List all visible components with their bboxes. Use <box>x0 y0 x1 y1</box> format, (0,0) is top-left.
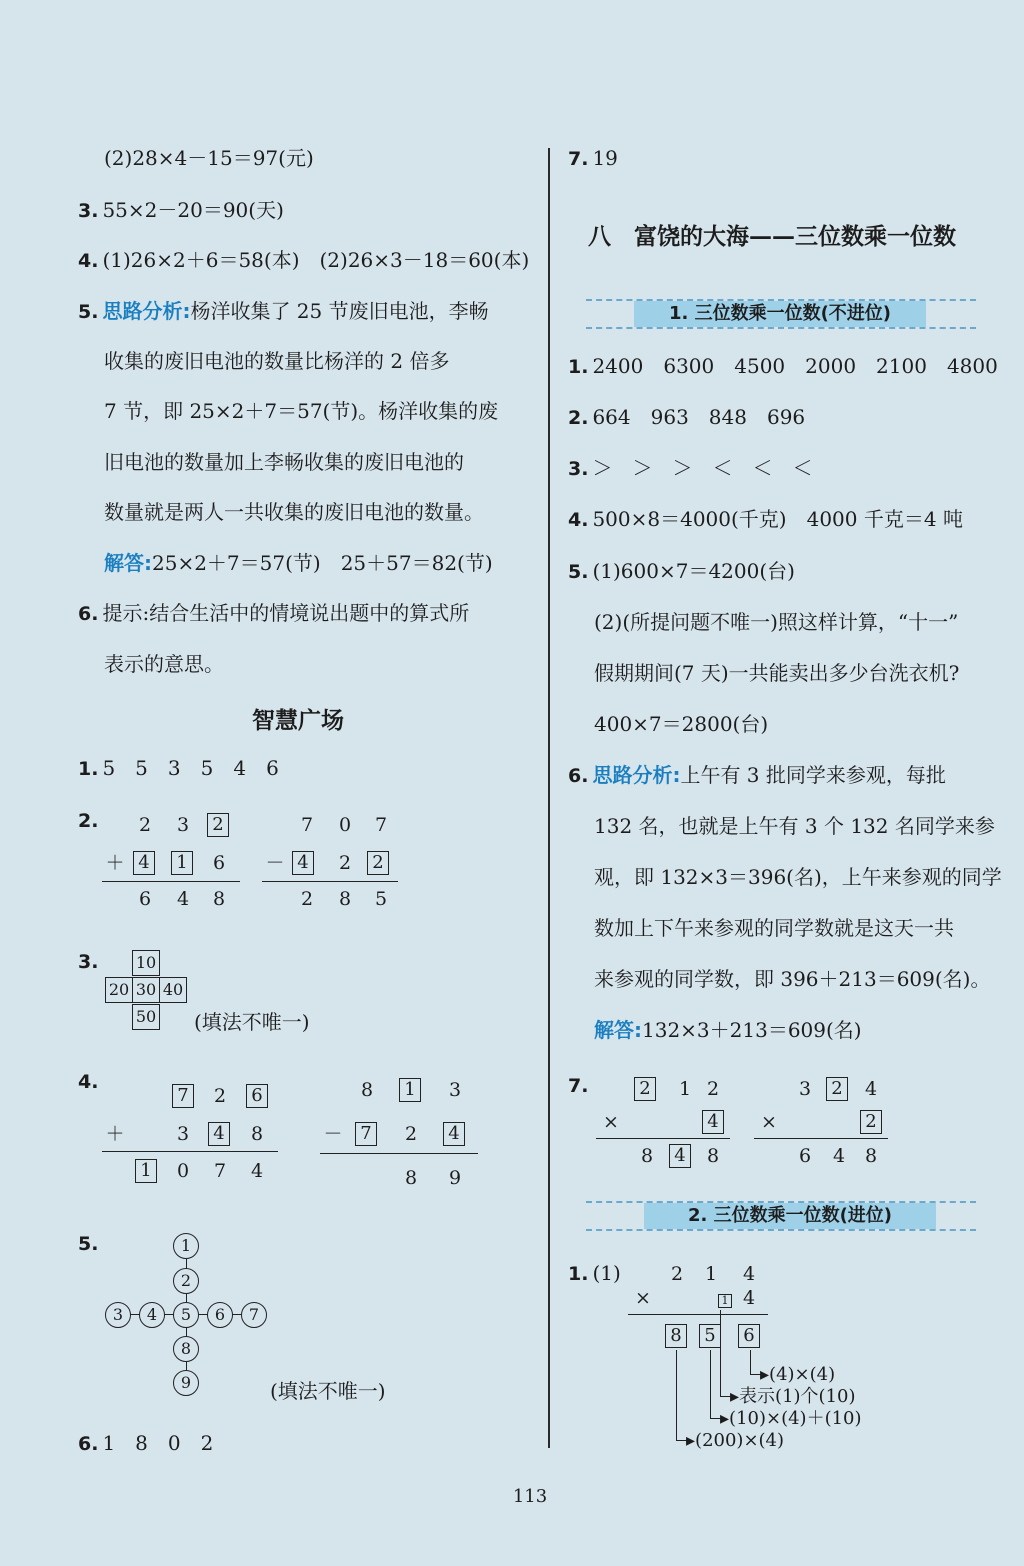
b1q7a-r1-box1: 2 <box>634 1077 656 1101</box>
z2a-r2-box1: 4 <box>133 851 155 875</box>
b2q1-r3-box2: 5 <box>699 1324 721 1348</box>
b1-q3-text: ＞ ＞ ＞ ＜ ＜ ＜ <box>592 456 813 480</box>
b1q7b-r1-d3: 4 <box>864 1078 878 1100</box>
b1-q7-number: 7. <box>568 1075 589 1097</box>
b1-q6-line1 <box>568 762 946 789</box>
z5-circle-4: 4 <box>139 1302 165 1328</box>
z2b-rule <box>262 881 398 882</box>
z5-circle-1: 1 <box>173 1233 199 1259</box>
b1q7a-r3-d3: 8 <box>706 1145 720 1167</box>
b1-q1-number: 1. <box>568 356 589 378</box>
b1-q6-answer-text: 132×3＋213＝609(名) <box>642 1018 862 1042</box>
z4b-r3-d2: 9 <box>448 1167 462 1189</box>
q2-part2: (2)28×4－15＝97(元) <box>104 146 314 170</box>
z3-cell-right: 40 <box>159 977 187 1003</box>
b2q1-note-2-text: 表示(1)个(10) <box>739 1386 856 1407</box>
b1-q6-line3: 观，即 132×3＝396(名)，上午来参观的同学 <box>594 865 1002 889</box>
z5-circle-8: 8 <box>173 1336 199 1362</box>
b1-q5-line3: 假期期间(7 天)一共能卖出多少台洗衣机? <box>594 661 960 685</box>
b1-q3-number: 3. <box>568 458 589 480</box>
b1-q2-text: 664 963 848 696 <box>592 405 806 429</box>
banner-lesson-2-text: 2. 三位数乘一位数(进位) <box>644 1203 936 1229</box>
b2q1-carry-box: 1 <box>718 1294 732 1308</box>
b2q1-r1-d3: 4 <box>742 1263 756 1285</box>
q6-number: 6. <box>78 603 99 625</box>
q4 <box>78 247 529 274</box>
b1q7a-r3-d1: 8 <box>640 1145 654 1167</box>
b1-q4 <box>568 506 963 533</box>
q5-line3: 7 节，即 25×2＋7＝57(节)。杨洋收集的废 <box>104 399 499 423</box>
z3-cell-bottom: 50 <box>132 1004 160 1030</box>
b1-q6-line4: 数加上下午来参观的同学数就是这天一共 <box>594 916 954 940</box>
column-divider <box>548 148 550 1448</box>
z4b-r1-d1: 8 <box>360 1079 374 1101</box>
b1-q6-answer <box>594 1017 862 1043</box>
b1q7b-r3-d2: 4 <box>832 1145 846 1167</box>
q5-number: 5. <box>78 301 99 323</box>
arrow-line-4v <box>676 1350 677 1440</box>
z4a-r2-box2: 4 <box>208 1122 230 1146</box>
b1-q6-line5: 来参观的同学数，即 396＋213＝609(名)。 <box>594 967 991 991</box>
b2q1-r3-box1: 8 <box>665 1324 687 1348</box>
arrow-line-2v <box>720 1310 721 1396</box>
q3 <box>78 197 284 224</box>
r-q7-text: 19 <box>592 146 618 170</box>
b1q7b-r3-d1: 6 <box>798 1145 812 1167</box>
z4a-op: ＋ <box>105 1123 125 1145</box>
z2a-r2-box2: 1 <box>171 851 193 875</box>
arrowhead-icon: ▸ <box>720 1408 730 1429</box>
b1-q1-text: 2400 6300 4500 2000 2100 4800 <box>592 354 998 378</box>
q5-answer <box>104 550 493 576</box>
q3-number: 3. <box>78 200 99 222</box>
b2q1-note-4-text: (200)×(4) <box>695 1430 785 1451</box>
b2q1-note-3-text: (10)×(4)＋(10) <box>729 1408 862 1429</box>
b1-q2-number: 2. <box>568 407 589 429</box>
z4b-r2-d2: 2 <box>404 1123 418 1145</box>
b1-q5-line1 <box>568 558 795 585</box>
z5-circle-3: 3 <box>105 1302 131 1328</box>
b1-q3 <box>568 455 812 482</box>
q4-text: (1)26×2＋6＝58(本) (2)26×3－18＝60(本) <box>102 248 530 272</box>
z4b-rule <box>320 1153 478 1154</box>
z2a-r1-d1: 2 <box>138 814 152 836</box>
z6-text: 1 8 0 2 <box>102 1431 214 1455</box>
z2a-r1-box: 2 <box>207 813 229 837</box>
banner-lesson-1-text: 1. 三位数乘一位数(不进位) <box>634 301 926 327</box>
z4b-r1-d3: 3 <box>448 1079 462 1101</box>
z2a-r2-d3: 6 <box>212 852 226 874</box>
z2b-r3-d2: 8 <box>338 888 352 910</box>
b1-q5-line4: 400×7＝2800(台) <box>594 712 769 736</box>
b1-q2 <box>568 404 805 431</box>
arrowhead-icon: ▸ <box>730 1386 740 1407</box>
q6-line1-text: 提示:结合生活中的情境说出题中的算式所 <box>102 601 470 625</box>
b1-q6-analysis-label: 思路分析: <box>592 763 681 787</box>
z2-number: 2. <box>78 810 99 832</box>
z3-cell-left: 20 <box>105 977 133 1003</box>
z2b-r1-d3: 7 <box>374 814 388 836</box>
q6-line1 <box>78 600 469 627</box>
q4-number: 4. <box>78 250 99 272</box>
z3-note: (填法不唯一) <box>194 1010 310 1034</box>
z4a-r2-d3: 8 <box>250 1123 264 1145</box>
arrow-line-1v <box>750 1350 751 1374</box>
q5-line1 <box>78 298 489 325</box>
z4b-r2-box3: 4 <box>443 1122 465 1146</box>
b1q7a-rule <box>596 1138 730 1139</box>
b2q1-r1-d1: 2 <box>670 1263 684 1285</box>
z2b-r3-d3: 5 <box>374 888 388 910</box>
q5-line2: 收集的废旧电池的数量比杨洋的 2 倍多 <box>104 349 450 373</box>
b1q7b-r3-d3: 8 <box>864 1145 878 1167</box>
b1-q4-text: 500×8＝4000(千克) 4000 千克＝4 吨 <box>592 507 963 531</box>
z5-number: 5. <box>78 1233 99 1255</box>
b1-q5-line1-text: (1)600×7＝4200(台) <box>592 559 795 583</box>
b2-q1-sub: (1) <box>592 1261 621 1285</box>
b1q7a-r1-d2: 1 <box>678 1078 692 1100</box>
r-q7 <box>568 145 618 172</box>
z5-circle-5: 5 <box>173 1302 199 1328</box>
z3-number: 3. <box>78 951 99 973</box>
q5-analysis-label: 思路分析: <box>102 299 191 323</box>
banner-lesson-2 <box>586 1201 976 1231</box>
b2-q1-head <box>568 1260 621 1287</box>
z3-cell-top: 10 <box>132 950 160 976</box>
b1-q5-line2: (2)(所提问题不唯一)照这样计算，“十一” <box>594 610 959 634</box>
b1q7b-r1-box2: 2 <box>826 1077 848 1101</box>
b2q1-rule <box>628 1314 768 1315</box>
z4-number: 4. <box>78 1071 99 1093</box>
z6-number: 6. <box>78 1433 99 1455</box>
z4a-r1-box3: 6 <box>246 1084 268 1108</box>
b1q7b-rule <box>754 1138 888 1139</box>
z2a-r1-d2: 3 <box>176 814 190 836</box>
b2q1-r3-box3: 6 <box>738 1324 760 1348</box>
arrowhead-icon: ▸ <box>686 1430 696 1451</box>
z4b-r1-box2: 1 <box>399 1078 421 1102</box>
unit-title: 八 富饶的大海——三位数乘一位数 <box>588 223 956 250</box>
b2q1-op: × <box>635 1287 651 1309</box>
b1-q5-number: 5. <box>568 561 589 583</box>
z4b-op: － <box>323 1123 343 1145</box>
z1-text: 5 5 3 5 4 6 <box>102 756 279 780</box>
b2q1-note-4 <box>686 1428 784 1454</box>
z4a-r3-d2: 0 <box>176 1160 190 1182</box>
q5-answer-label: 解答: <box>104 551 152 575</box>
z4a-r3-box1: 1 <box>135 1159 157 1183</box>
z2b-r2-d2: 2 <box>338 852 352 874</box>
z2a-r3-d3: 8 <box>212 888 226 910</box>
b1q7b-r1-d1: 3 <box>798 1078 812 1100</box>
b1q7a-r2-box: 4 <box>702 1110 724 1134</box>
b1-q6-line1-text: 上午有 3 批同学来参观，每批 <box>680 763 946 787</box>
z3-cell-center: 30 <box>132 977 160 1003</box>
z2b-r1-d2: 0 <box>338 814 352 836</box>
z4a-r3-d3: 7 <box>213 1160 227 1182</box>
b2q1-note-1-text: (4)×(4) <box>769 1364 836 1385</box>
b1q7a-r1-d3: 2 <box>706 1078 720 1100</box>
z2a-rule <box>102 881 240 882</box>
b2-q1-number: 1. <box>568 1263 589 1285</box>
b1-q6-number: 6. <box>568 765 589 787</box>
z1 <box>78 755 279 782</box>
z2b-r3-d1: 2 <box>300 888 314 910</box>
z1-number: 1. <box>78 758 99 780</box>
z2a-op: ＋ <box>105 852 125 874</box>
z4b-r2-box1: 7 <box>355 1122 377 1146</box>
z4a-rule <box>102 1151 278 1152</box>
z5-circle-6: 6 <box>207 1302 233 1328</box>
z4b-r3-d1: 8 <box>404 1167 418 1189</box>
section-title-zhihui: 智慧广场 <box>252 707 344 734</box>
b1q7b-r2-box: 2 <box>860 1110 882 1134</box>
z2b-r2-box3: 2 <box>367 851 389 875</box>
r-q7-number: 7. <box>568 148 589 170</box>
q3-text: 55×2－20＝90(天) <box>102 198 284 222</box>
b1q7a-r3-box2: 4 <box>669 1144 691 1168</box>
z4a-r1-d2: 2 <box>213 1085 227 1107</box>
b2q1-r2-d: 4 <box>742 1287 756 1309</box>
z5-circle-7: 7 <box>241 1302 267 1328</box>
b1-q6-answer-label: 解答: <box>594 1018 642 1042</box>
banner-lesson-1 <box>586 299 976 329</box>
z2b-op: － <box>265 852 285 874</box>
z4a-r1-box1: 7 <box>172 1084 194 1108</box>
z2a-r3-d1: 6 <box>138 888 152 910</box>
q5-line1-text: 杨洋收集了 25 节废旧电池，李畅 <box>190 299 489 323</box>
z4a-r3-d4: 4 <box>250 1160 264 1182</box>
z5-circle-9: 9 <box>173 1370 199 1396</box>
page-number: 113 <box>512 1486 548 1507</box>
q5-answer-text: 25×2＋7＝57(节) 25＋57＝82(节) <box>152 551 493 575</box>
z2a-r3-d2: 4 <box>176 888 190 910</box>
q5-line5: 数量就是两人一共收集的废旧电池的数量。 <box>104 500 484 524</box>
b1-q4-number: 4. <box>568 509 589 531</box>
q5-line4: 旧电池的数量加上李畅收集的废旧电池的 <box>104 450 464 474</box>
b1q7b-op: × <box>761 1111 777 1133</box>
z5-circle-2: 2 <box>173 1268 199 1294</box>
arrowhead-icon: ▸ <box>760 1364 770 1385</box>
z2b-r2-box1: 4 <box>292 851 314 875</box>
z5-note: (填法不唯一) <box>270 1379 386 1403</box>
b2q1-r1-d2: 1 <box>704 1263 718 1285</box>
b1q7a-op: × <box>603 1111 619 1133</box>
z6 <box>78 1430 213 1457</box>
q6-line2: 表示的意思。 <box>104 652 224 676</box>
z2b-r1-d1: 7 <box>300 814 314 836</box>
z4a-r2-d1: 3 <box>176 1123 190 1145</box>
b1-q6-line2: 132 名，也就是上午有 3 个 132 名同学来参 <box>594 814 995 838</box>
arrow-line-3v <box>710 1350 711 1418</box>
b1-q1 <box>568 353 998 380</box>
